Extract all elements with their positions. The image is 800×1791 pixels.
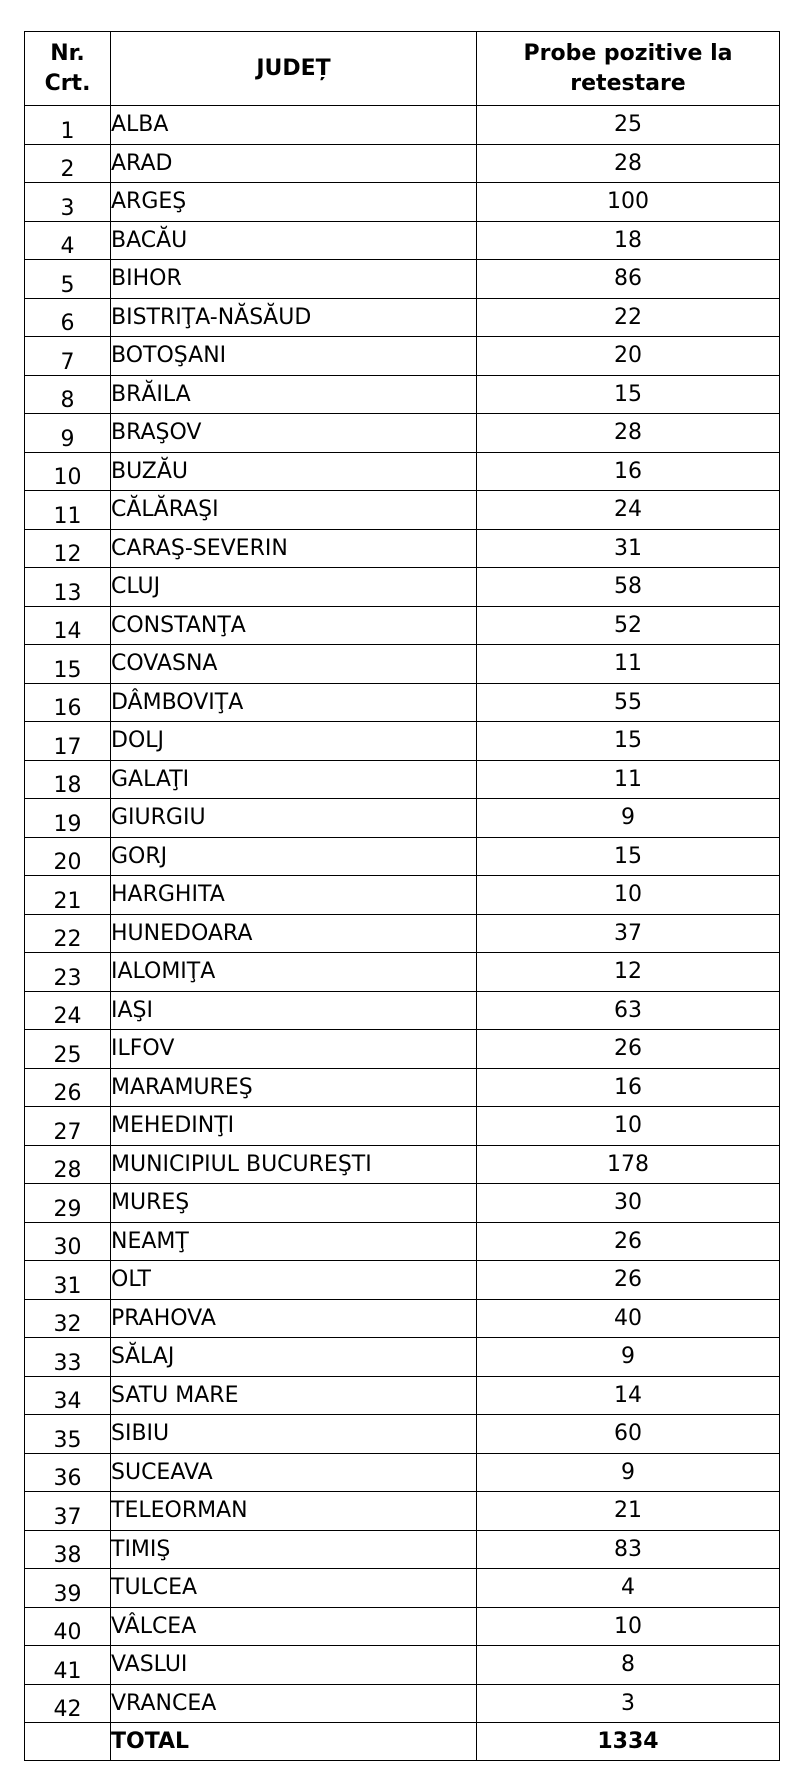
judet-cell: BACĂU <box>111 221 477 260</box>
table-row <box>25 760 780 799</box>
nr-cell: 21 <box>25 876 111 915</box>
nr-cell: 18 <box>25 760 111 799</box>
table-row <box>25 1569 780 1608</box>
judet-cell: CLUJ <box>111 568 477 607</box>
table-row <box>25 722 780 761</box>
total-row <box>25 1723 780 1761</box>
nr-cell: 29 <box>25 1184 111 1223</box>
value-cell: 26 <box>477 1261 780 1300</box>
value-cell: 63 <box>477 991 780 1030</box>
nr-cell: 39 <box>25 1569 111 1608</box>
value-cell: 58 <box>477 568 780 607</box>
table-row <box>25 1684 780 1723</box>
value-cell: 37 <box>477 914 780 953</box>
judet-cell: DOLJ <box>111 722 477 761</box>
value-cell: 15 <box>477 722 780 761</box>
value-cell: 24 <box>477 491 780 530</box>
nr-cell: 31 <box>25 1261 111 1300</box>
total-nr-cell <box>25 1723 111 1761</box>
value-cell: 52 <box>477 606 780 645</box>
table-body <box>25 106 780 1761</box>
judet-cell: VÂLCEA <box>111 1607 477 1646</box>
header-judet: JUDEȚ <box>111 32 477 106</box>
nr-cell: 25 <box>25 1030 111 1069</box>
value-cell: 9 <box>477 799 780 838</box>
table-row <box>25 260 780 299</box>
nr-cell: 4 <box>25 221 111 260</box>
value-cell: 83 <box>477 1530 780 1569</box>
total-label-cell: TOTAL <box>111 1723 477 1761</box>
table-row <box>25 991 780 1030</box>
value-cell: 31 <box>477 529 780 568</box>
judet-cell: NEAMŢ <box>111 1222 477 1261</box>
judet-cell: GIURGIU <box>111 799 477 838</box>
judet-cell: BISTRIŢA-NĂSĂUD <box>111 298 477 337</box>
nr-cell: 22 <box>25 914 111 953</box>
value-cell: 21 <box>477 1492 780 1531</box>
value-cell: 3 <box>477 1684 780 1723</box>
value-cell: 28 <box>477 144 780 183</box>
nr-cell: 12 <box>25 529 111 568</box>
nr-cell: 7 <box>25 337 111 376</box>
nr-cell: 1 <box>25 106 111 145</box>
header-nr-line2: Crt. <box>44 70 91 96</box>
table-row <box>25 606 780 645</box>
value-cell: 86 <box>477 260 780 299</box>
value-cell: 10 <box>477 876 780 915</box>
value-cell: 28 <box>477 414 780 453</box>
value-cell: 14 <box>477 1376 780 1415</box>
value-cell: 26 <box>477 1030 780 1069</box>
nr-cell: 26 <box>25 1068 111 1107</box>
header-probe-line2: retestare <box>570 70 686 96</box>
judet-cell: VASLUI <box>111 1646 477 1685</box>
judet-cell: TULCEA <box>111 1569 477 1608</box>
judet-cell: VRANCEA <box>111 1684 477 1723</box>
judet-cell: IAŞI <box>111 991 477 1030</box>
judet-cell: GORJ <box>111 837 477 876</box>
table-row <box>25 914 780 953</box>
table-row <box>25 568 780 607</box>
judet-cell: ARGEŞ <box>111 183 477 222</box>
judet-cell: SATU MARE <box>111 1376 477 1415</box>
judet-cell: PRAHOVA <box>111 1299 477 1338</box>
table-row <box>25 183 780 222</box>
judet-cell: TIMIŞ <box>111 1530 477 1569</box>
nr-cell: 32 <box>25 1299 111 1338</box>
nr-cell: 6 <box>25 298 111 337</box>
value-cell: 9 <box>477 1338 780 1377</box>
nr-cell: 15 <box>25 645 111 684</box>
nr-cell: 9 <box>25 414 111 453</box>
header-probe-pozitive <box>477 32 780 106</box>
nr-cell: 20 <box>25 837 111 876</box>
nr-cell: 17 <box>25 722 111 761</box>
table-row <box>25 1646 780 1685</box>
table-row <box>25 1068 780 1107</box>
table-row <box>25 491 780 530</box>
table-row <box>25 683 780 722</box>
header-nr-line1: Nr. <box>50 40 85 66</box>
judet-cell: OLT <box>111 1261 477 1300</box>
judet-cell: DÂMBOVIŢA <box>111 683 477 722</box>
value-cell: 8 <box>477 1646 780 1685</box>
judet-cell: IALOMIŢA <box>111 953 477 992</box>
nr-cell: 24 <box>25 991 111 1030</box>
nr-cell: 3 <box>25 183 111 222</box>
nr-cell: 28 <box>25 1145 111 1184</box>
judet-cell: HUNEDOARA <box>111 914 477 953</box>
nr-cell: 27 <box>25 1107 111 1146</box>
table-row <box>25 375 780 414</box>
nr-cell: 36 <box>25 1453 111 1492</box>
value-cell: 55 <box>477 683 780 722</box>
nr-cell: 11 <box>25 491 111 530</box>
value-cell: 9 <box>477 1453 780 1492</box>
nr-cell: 38 <box>25 1530 111 1569</box>
nr-cell: 41 <box>25 1646 111 1685</box>
value-cell: 40 <box>477 1299 780 1338</box>
nr-cell: 23 <box>25 953 111 992</box>
table-row <box>25 953 780 992</box>
judet-cell: GALAŢI <box>111 760 477 799</box>
nr-cell: 16 <box>25 683 111 722</box>
value-cell: 10 <box>477 1107 780 1146</box>
table-row <box>25 1492 780 1531</box>
table-row <box>25 298 780 337</box>
nr-cell: 14 <box>25 606 111 645</box>
table-row <box>25 1145 780 1184</box>
judet-cell: BRĂILA <box>111 375 477 414</box>
table-row <box>25 1453 780 1492</box>
table-row <box>25 799 780 838</box>
judet-cell: BUZĂU <box>111 452 477 491</box>
nr-cell: 37 <box>25 1492 111 1531</box>
judet-cell: SIBIU <box>111 1415 477 1454</box>
county-table <box>24 31 780 1761</box>
value-cell: 16 <box>477 452 780 491</box>
nr-cell: 8 <box>25 375 111 414</box>
nr-cell: 10 <box>25 452 111 491</box>
table-row <box>25 529 780 568</box>
value-cell: 15 <box>477 375 780 414</box>
table-row <box>25 337 780 376</box>
nr-cell: 34 <box>25 1376 111 1415</box>
table-row <box>25 1107 780 1146</box>
table-row <box>25 221 780 260</box>
nr-cell: 13 <box>25 568 111 607</box>
value-cell: 178 <box>477 1145 780 1184</box>
nr-cell: 19 <box>25 799 111 838</box>
total-value-cell: 1334 <box>477 1723 780 1761</box>
value-cell: 100 <box>477 183 780 222</box>
nr-cell: 42 <box>25 1684 111 1723</box>
judet-cell: BOTOŞANI <box>111 337 477 376</box>
judet-cell: MUNICIPIUL BUCUREŞTI <box>111 1145 477 1184</box>
table-row <box>25 876 780 915</box>
table-row <box>25 144 780 183</box>
value-cell: 11 <box>477 760 780 799</box>
header-row <box>25 32 780 106</box>
judet-cell: SUCEAVA <box>111 1453 477 1492</box>
table-row <box>25 1607 780 1646</box>
nr-cell: 2 <box>25 144 111 183</box>
table-row <box>25 1261 780 1300</box>
judet-cell: TELEORMAN <box>111 1492 477 1531</box>
nr-cell: 5 <box>25 260 111 299</box>
judet-cell: BIHOR <box>111 260 477 299</box>
judet-cell: ILFOV <box>111 1030 477 1069</box>
judet-cell: CĂLĂRAŞI <box>111 491 477 530</box>
table-row <box>25 837 780 876</box>
table-row <box>25 1030 780 1069</box>
value-cell: 22 <box>477 298 780 337</box>
header-probe-line1: Probe pozitive la <box>523 40 733 66</box>
header-nr-crt <box>25 32 111 106</box>
value-cell: 4 <box>477 1569 780 1608</box>
table-row <box>25 645 780 684</box>
judet-cell: MUREŞ <box>111 1184 477 1223</box>
value-cell: 60 <box>477 1415 780 1454</box>
table-row <box>25 1299 780 1338</box>
value-cell: 30 <box>477 1184 780 1223</box>
value-cell: 16 <box>477 1068 780 1107</box>
table-row <box>25 1530 780 1569</box>
table-row <box>25 414 780 453</box>
judet-cell: HARGHITA <box>111 876 477 915</box>
judet-cell: ALBA <box>111 106 477 145</box>
value-cell: 25 <box>477 106 780 145</box>
judet-cell: SĂLAJ <box>111 1338 477 1377</box>
judet-cell: BRAŞOV <box>111 414 477 453</box>
value-cell: 12 <box>477 953 780 992</box>
table-row <box>25 452 780 491</box>
judet-cell: CARAŞ-SEVERIN <box>111 529 477 568</box>
value-cell: 26 <box>477 1222 780 1261</box>
table-row <box>25 1376 780 1415</box>
table-row <box>25 1222 780 1261</box>
judet-cell: ARAD <box>111 144 477 183</box>
value-cell: 20 <box>477 337 780 376</box>
judet-cell: CONSTANŢA <box>111 606 477 645</box>
nr-cell: 40 <box>25 1607 111 1646</box>
nr-cell: 30 <box>25 1222 111 1261</box>
value-cell: 18 <box>477 221 780 260</box>
table-row <box>25 1415 780 1454</box>
judet-cell: COVASNA <box>111 645 477 684</box>
table-row <box>25 1338 780 1377</box>
value-cell: 10 <box>477 1607 780 1646</box>
table-row <box>25 1184 780 1223</box>
judet-cell: MEHEDINŢI <box>111 1107 477 1146</box>
value-cell: 15 <box>477 837 780 876</box>
value-cell: 11 <box>477 645 780 684</box>
nr-cell: 35 <box>25 1415 111 1454</box>
nr-cell: 33 <box>25 1338 111 1377</box>
judet-cell: MARAMUREŞ <box>111 1068 477 1107</box>
table-row <box>25 106 780 145</box>
